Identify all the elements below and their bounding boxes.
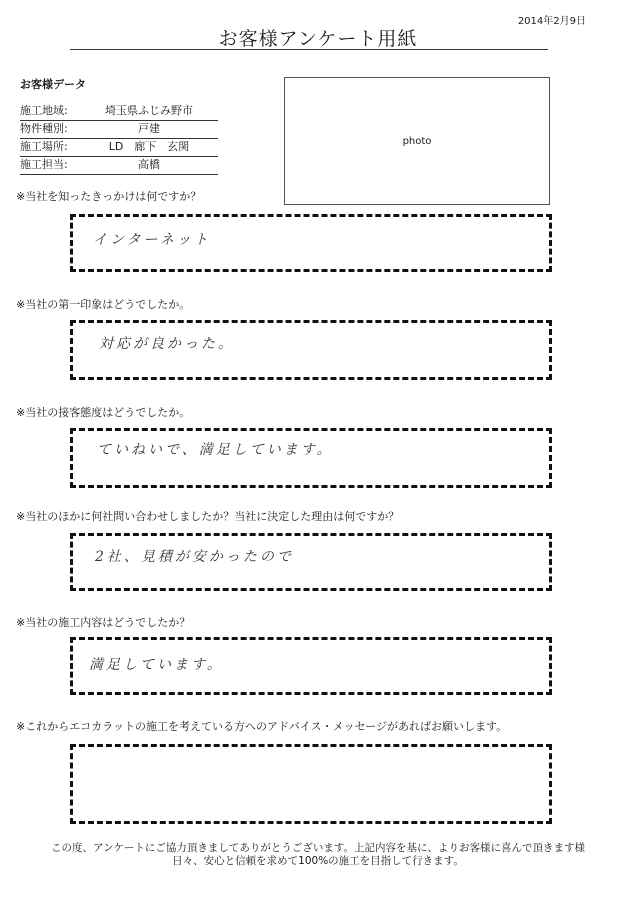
answer-text: ていねいで、満足しています。 — [97, 442, 334, 458]
answer-text: 2社、見積が安かったので — [95, 549, 294, 565]
survey-date: 2014年2月9日 — [517, 16, 586, 27]
answer-text: 対応が良かった。 — [99, 336, 235, 352]
footer-message-line-1: この度、アンケートにご協力頂きましてありがとうございます。上記内容を基に、よりお客様に喜んで頂きます様 — [50, 842, 586, 854]
field-label: 施工担当: — [20, 158, 68, 171]
answer-text: インターネット — [93, 232, 211, 248]
footer-message-line-2: 日々、安心と信頼を求めて100%の施工を目指して行きます。 — [172, 855, 464, 867]
answer-box-first-impression — [70, 320, 552, 380]
answer-box-other-companies — [70, 533, 552, 591]
question-first-impression: ※当社の第一印象はどうでしたか。 — [16, 298, 191, 311]
question-other-companies: ※当社のほかに何社問い合わせしましたか？当社に決定した理由は何ですか？ — [16, 510, 400, 523]
title-underline — [70, 49, 548, 50]
field-value: 埼玉県ふじみ野市 — [105, 104, 193, 117]
page-title: お客様アンケート用紙 — [218, 28, 418, 50]
answer-text: 満足しています。 — [89, 657, 224, 673]
question-service-attitude: ※当社の接客態度はどうでしたか。 — [16, 406, 191, 419]
answer-box-service-attitude — [70, 428, 552, 488]
field-value: 戸建 — [138, 122, 160, 135]
question-advice-message: ※これからエコカラットの施工を考えている方へのアドバイス・メッセージがあればお願いします。 — [16, 720, 508, 733]
field-label: 施工地域: — [20, 104, 68, 117]
question-construction-quality: ※当社の施工内容はどうでしたか？ — [16, 616, 191, 629]
field-construction-place — [20, 138, 218, 157]
answer-box-how-found — [70, 214, 552, 272]
field-label: 物件種別: — [20, 122, 68, 135]
answer-box-construction-quality — [70, 637, 552, 695]
field-label: 施工場所: — [20, 140, 68, 153]
field-value: LD 廊下 玄関 — [108, 140, 190, 153]
field-value: 高橋 — [138, 158, 160, 171]
field-construction-area — [20, 102, 218, 121]
photo-label: photo — [402, 136, 432, 147]
customer-data-heading: お客様データ — [20, 78, 86, 91]
field-property-type — [20, 120, 218, 139]
answer-box-advice-message — [70, 744, 552, 824]
field-staff-in-charge — [20, 156, 218, 175]
photo-placeholder — [284, 77, 550, 205]
question-how-found: ※当社を知ったきっかけは何ですか？ — [16, 190, 202, 203]
